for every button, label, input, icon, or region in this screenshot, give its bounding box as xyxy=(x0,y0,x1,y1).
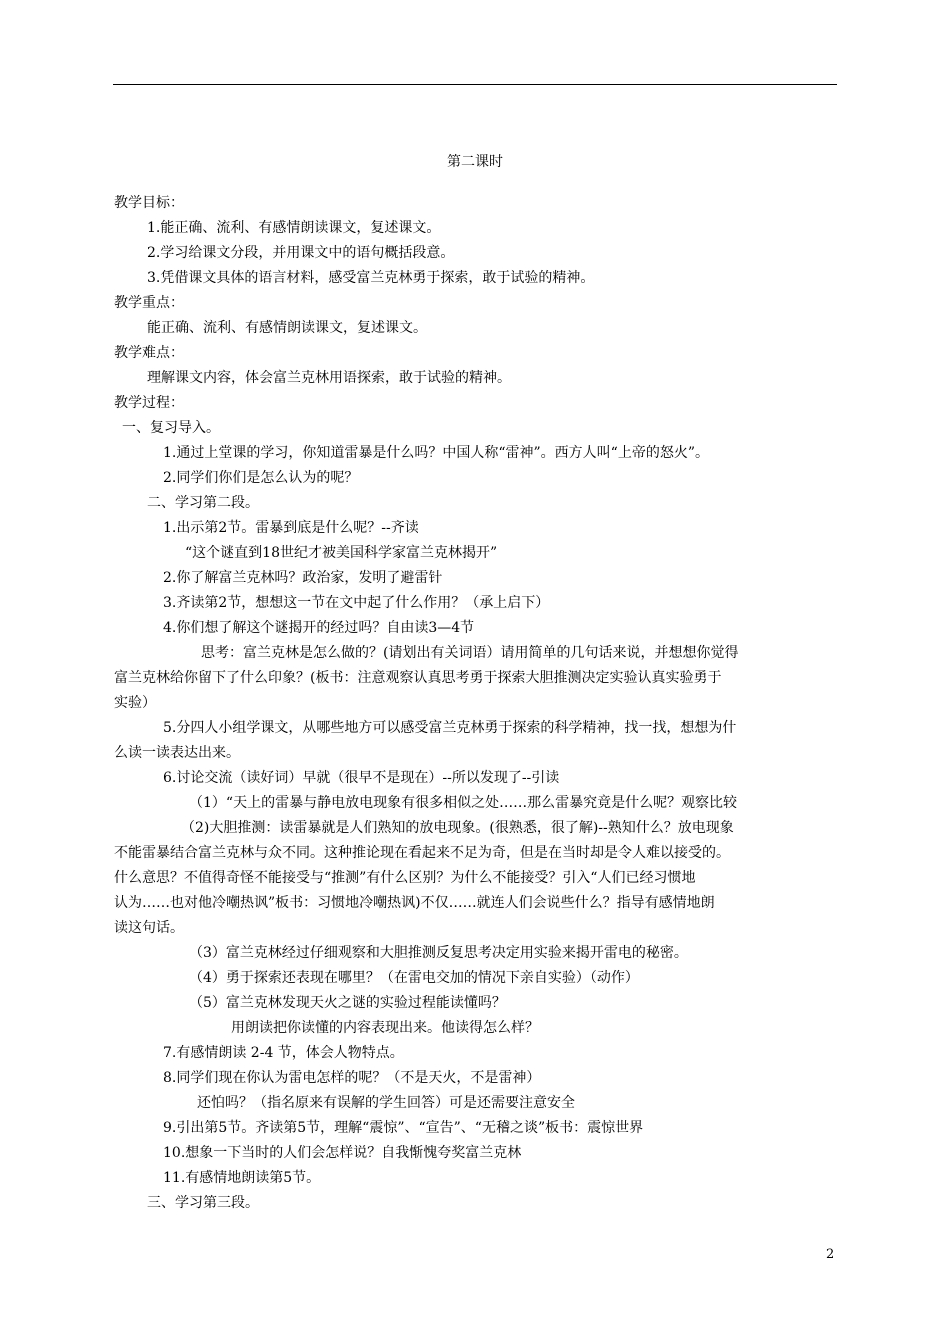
text-line: 么读一读表达出来。 xyxy=(114,745,240,761)
text-line: 4.你们想了解这个谜揭开的经过吗？自由读3—4节 xyxy=(163,620,475,636)
text-line: 认为……也对他冷嘲热讽”板书：习惯地冷嘲热讽)不仅……就连人们会说些什么？指导有感情地朗 xyxy=(114,895,715,911)
text-line: 9.引出第5节。齐读第5节，理解“震惊”、“宣告”、“无稽之谈”板书：震惊世界 xyxy=(163,1120,644,1136)
text-line: 教学过程： xyxy=(114,395,184,411)
text-line: 二、学习第二段。 xyxy=(147,495,259,511)
text-line: 1.出示第2节。雷暴到底是什么呢？--齐读 xyxy=(163,520,419,536)
text-line: 思考：富兰克林是怎么做的？(请划出有关词语）请用简单的几句话来说，并想想你觉得 xyxy=(201,645,739,661)
text-line: 读这句话。 xyxy=(114,920,184,936)
text-line: （3）富兰克林经过仔细观察和大胆推测反复思考决定用实验来揭开雷电的秘密。 xyxy=(189,945,688,961)
text-line: 三、学习第三段。 xyxy=(147,1195,259,1211)
page-title: 第二课时 xyxy=(447,154,503,170)
text-line: “这个谜直到18世纪才被美国科学家富兰克林揭开” xyxy=(185,545,498,561)
text-line: 什么意思？不值得奇怪不能接受与“推测”有什么区别？为什么不能接受？引入“人们已经习惯地 xyxy=(114,870,696,886)
text-line: 1.能正确、流利、有感情朗读课文，复述课文。 xyxy=(147,220,441,236)
text-line: 3.凭借课文具体的语言材料，感受富兰克林勇于探索，敢于试验的精神。 xyxy=(147,270,595,286)
text-line: 8.同学们现在你认为雷电怎样的呢？（不是天火，不是雷神） xyxy=(163,1070,541,1086)
text-line: 1.通过上堂课的学习，你知道雷暴是什么吗？中国人称“雷神”。西方人叫“上帝的怒火”。 xyxy=(163,445,709,461)
text-line: 2.你了解富兰克林吗？政治家，发明了避雷针 xyxy=(163,570,443,586)
text-line: （4）勇于探索还表现在哪里？（在雷电交加的情况下亲自实验）（动作） xyxy=(189,970,639,986)
text-line: 5.分四人小组学课文，从哪些地方可以感受富兰克林勇于探索的科学精神，找一找，想想为什 xyxy=(163,720,737,736)
text-line: 一、复习导入。 xyxy=(122,420,220,436)
text-line: 教学重点： xyxy=(114,295,184,311)
text-line: （1）“天上的雷暴与静电放电现象有很多相似之处……那么雷暴究竟是什么呢？观察比较 xyxy=(189,795,738,811)
text-line: 教学目标： xyxy=(114,195,184,211)
text-line: 教学难点： xyxy=(114,345,184,361)
text-line: 用朗读把你读懂的内容表现出来。他读得怎么样？ xyxy=(231,1020,539,1036)
text-line: 富兰克林给你留下了什么印象？(板书：注意观察认真思考勇于探索大胆推测决定实验认真实验勇于 xyxy=(114,670,722,686)
header-rule xyxy=(113,84,837,85)
text-line: 能正确、流利、有感情朗读课文，复述课文。 xyxy=(147,320,427,336)
text-line: 7.有感情朗读 2-4 节，体会人物特点。 xyxy=(163,1045,404,1061)
text-line: 2.同学们你们是怎么认为的呢？ xyxy=(163,470,359,486)
text-line: 2.学习给课文分段，并用课文中的语句概括段意。 xyxy=(147,245,455,261)
text-line: （5）富兰克林发现天火之谜的实验过程能读懂吗？ xyxy=(189,995,506,1011)
text-line: 实验） xyxy=(114,695,156,711)
text-line: 还怕吗？（指名原来有误解的学生回答）可是还需要注意安全 xyxy=(197,1095,575,1111)
text-line: 3.齐读第2节，想想这一节在文中起了什么作用？（承上启下） xyxy=(163,595,550,611)
text-line: 6.讨论交流（读好词）早就（很早不是现在）--所以发现了--引读 xyxy=(163,770,560,786)
text-line: 不能雷暴结合富兰克林与众不同。这种推论现在看起来不足为奇，但是在当时却是令人难以接受的。 xyxy=(114,845,730,861)
text-line: （2)大胆推测：读雷暴就是人们熟知的放电现象。(很熟悉，很了解)--熟知什么？放电现象 xyxy=(181,820,734,836)
page-number: 2 xyxy=(826,1247,835,1262)
text-line: 11.有感情地朗读第5节。 xyxy=(163,1170,321,1186)
text-line: 10.想象一下当时的人们会怎样说？自我惭愧夸奖富兰克林 xyxy=(163,1145,522,1161)
text-line: 理解课文内容，体会富兰克林用语探索，敢于试验的精神。 xyxy=(147,370,511,386)
